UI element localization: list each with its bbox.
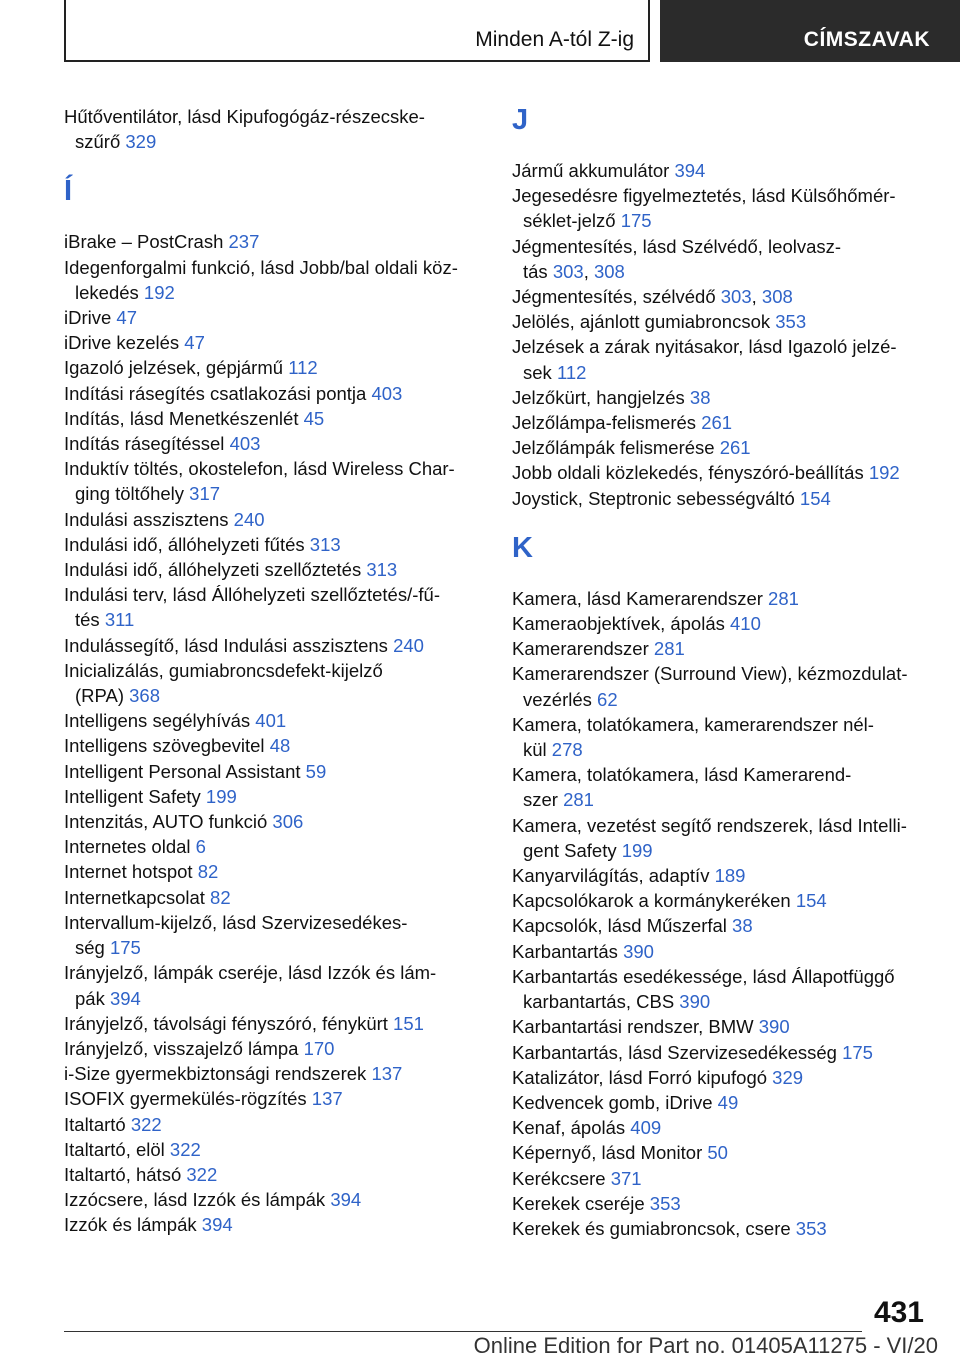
page-link[interactable]: 322 [186,1163,218,1185]
entry-text: ISOFIX gyermekülés-rögzítés [64,1088,307,1110]
entry-text: Kanyarvilágítás, adaptív [512,865,710,887]
entry-text: tés [75,609,100,631]
index-entry: Jégmentesítés, szélvédő 303, 308 [512,286,793,308]
index-entry [64,633,484,658]
index-entry [64,784,484,809]
index-entry [512,183,932,233]
page-link[interactable]: 390 [623,940,654,962]
page-link[interactable]: 59 [305,760,327,782]
page-link[interactable]: 175 [620,210,652,232]
entry-text: Internetkapcsolat [64,886,205,908]
index-entry [64,507,484,532]
entry-text: Jelölés, ajánlott gumiabroncsok [512,311,771,333]
entry-text: szer [523,789,558,811]
page-number: 431 [873,1296,924,1329]
index-entry [512,486,932,511]
index-entry [64,1137,484,1162]
entry-text: Intelligent Safety [64,785,201,807]
entry-text: Igazoló jelzések, gépjármű [64,357,284,379]
index-entry [64,733,484,758]
entry-text: Intenzitás, AUTO funkció [64,811,268,833]
index-entry [64,1086,484,1111]
index-entry [512,1090,932,1115]
entry-text: Indulási asszisztens [64,508,229,530]
index-entry [512,611,932,636]
page-link[interactable]: 281 [563,789,594,811]
page-link[interactable]: 38 [732,915,753,937]
index-entry [64,557,484,582]
entry-text: Indulási idő, állóhelyzeti szellőztetés [64,559,362,581]
entry-text: Indulási idő, állóhelyzeti fűtés [64,533,305,555]
index-entry [64,305,484,330]
entry-text: Karbantartás esedékessége, lásd Állapotfüggő [512,965,895,987]
index-column-left [64,104,484,1238]
page-link[interactable]: 192 [868,462,900,484]
page-link[interactable]: 154 [799,487,831,509]
page-link[interactable]: 192 [143,281,175,303]
entry-text: Jelzőlámpa-felismerés [512,412,697,434]
index-entry [64,859,484,884]
page-link[interactable]: 371 [610,1167,642,1189]
page-link[interactable]: 390 [758,1016,790,1038]
entry-text: Indulássegítő, lásd Indulási asszisztens [64,634,388,656]
entry-text: Kamerarendszer [512,638,649,660]
index-entry [64,406,484,431]
index-entry [64,229,484,254]
entry-text: Indulási terv, lásd Állóhelyzeti szellőztetés/-fű- [64,584,440,606]
index-entry [64,1061,484,1086]
entry-text: Kenaf, ápolás [512,1117,626,1139]
index-entry [512,460,932,485]
entry-text: Kamera, tolatókamera, lásd Kamerarend- [512,764,852,786]
page-link[interactable]: 154 [795,890,827,912]
index-entry [512,1040,932,1065]
page-link[interactable]: 261 [701,412,733,434]
entry-text: Jelzőlámpák felismerése [512,437,715,459]
page-link[interactable]: 237 [228,231,260,253]
page-link[interactable]: 390 [679,991,711,1013]
page-link[interactable]: 47 [116,307,137,329]
index-entry [512,712,932,762]
index-entry [512,888,932,913]
page-link[interactable]: 82 [210,886,231,908]
entry-text: gent Safety [523,839,617,861]
entry-text: Irányjelző, távolsági fényszóró, fénykürt [64,1012,388,1034]
entry-text: Jelzőkürt, hangjelzés [512,386,685,408]
page-link[interactable]: 189 [714,865,746,887]
page-link[interactable]: 322 [169,1138,201,1160]
page-link[interactable]: 240 [233,508,265,530]
entry-text: Kamera, lásd Kamerarendszer [512,587,763,609]
index-entry [512,913,932,938]
page-link[interactable]: 50 [707,1142,728,1164]
entry-text: karbantartás, CBS [523,991,675,1013]
page-link[interactable]: 401 [255,710,287,732]
index-entry [64,708,484,733]
entry-text: Indítás rásegítéssel [64,433,225,455]
page-link[interactable]: 306 [272,811,304,833]
entry-text: sek [523,361,552,383]
entry-text: Idegenforgalmi funkció, lásd Jobb/bal oldali köz- [64,256,458,278]
page-link[interactable]: 62 [597,688,618,710]
entry-text: Indítási rásegítés csatlakozási pontja [64,382,367,404]
index-entry [64,658,484,708]
index-entry [64,255,484,305]
entry-text: Kamera, tolatókamera, kamerarendszer nél- [512,713,874,735]
entry-text: szűrő [75,131,121,153]
entry-text: ging töltőhely [75,483,185,505]
index-entry [512,410,932,435]
index-letter-heading: Í [64,175,73,208]
page-link[interactable]: 281 [653,638,685,660]
index-entry [64,330,484,355]
index-entry [64,910,484,960]
entry-text: Kapcsolók, lásd Műszerfal [512,915,727,937]
entry-text: Kamera, vezetést segítő rendszerek, lásd Intelli- [512,814,907,836]
entry-text: Jobb oldali közlekedés, fényszóró-beállítás [512,462,864,484]
entry-text: Irányjelző, visszajelző lámpa [64,1037,299,1059]
page-link[interactable]: 38 [689,386,711,408]
entry-text: Jégmentesítés, lásd Szélvédő, leolvasz- [512,235,842,257]
page-link[interactable]: 317 [189,483,221,505]
index-entry [64,885,484,910]
page-link[interactable]: 175 [842,1041,873,1063]
index-entry [512,863,932,888]
entry-text: vezérlés [523,688,592,710]
page-link[interactable]: 313 [309,533,341,555]
entry-text: iBrake – PostCrash [64,231,224,253]
page-link[interactable]: 45 [303,407,325,429]
entry-text: pák [75,987,105,1009]
chapter-tab-label: CÍMSZAVAK [803,28,930,51]
chapter-tab [660,0,960,62]
index-entry [512,964,932,1014]
entry-text: Kerékcsere [512,1167,606,1189]
page-link[interactable]: 353 [775,311,807,333]
index-entry [64,381,484,406]
index-entry [64,759,484,784]
page-link[interactable]: 403 [371,382,403,404]
entry-text: Induktív töltés, okostelefon, lásd Wireless Char- [64,458,455,480]
page-link[interactable]: 137 [311,1088,343,1110]
page-link[interactable]: 199 [205,785,237,807]
entry-text: Irányjelző, lámpák cseréje, lásd Izzók és lám- [64,962,437,984]
index-entry [64,1187,484,1212]
page-link[interactable]: 47 [184,332,205,354]
page-link[interactable]: 394 [109,987,141,1009]
page-link[interactable]: 394 [201,1214,233,1236]
entry-text: Kerekek és gumiabroncsok, csere [512,1217,791,1239]
entry-text: Intelligent Personal Assistant [64,760,301,782]
index-entry [512,1216,932,1241]
index-entry [512,1115,932,1140]
page-link[interactable]: 6 [195,836,206,858]
entry-text: Katalizátor, lásd Forró kipufogó [512,1066,768,1088]
entry-text: séklet-jelző [523,210,616,232]
entry-text: Italtartó [64,1113,126,1135]
index-entry [512,1191,932,1216]
entry-text: lekedés [75,281,139,303]
index-entry [64,456,484,506]
entry-text: (RPA) [75,685,124,707]
page-link[interactable]: 329 [125,131,157,153]
page-link[interactable]: 170 [303,1037,335,1059]
entry-text: kül [523,739,547,761]
entry-text: Képernyő, lásd Monitor [512,1142,703,1164]
entry-text: Kerekek cseréje [512,1192,645,1214]
page-link[interactable]: 308 [593,260,625,282]
entry-text: Internetes oldal [64,836,191,858]
index-column-right [512,104,932,1241]
entry-text: Intervallum-kijelző, lásd Szervizesedékes- [64,911,408,933]
page-link[interactable]: 112 [288,357,318,379]
entry-text: Joystick, Steptronic sebességváltó [512,487,795,509]
entry-text: Jármű akkumulátor [512,160,670,181]
index-entry [512,1065,932,1090]
page-link[interactable]: 112 [556,361,587,383]
entry-text: Intelligens segélyhívás [64,710,251,732]
entry-text: Internet hotspot [64,861,193,883]
page-link[interactable]: 313 [366,559,398,581]
page-link[interactable]: 368 [129,685,161,707]
index-letter-heading: K [512,531,533,564]
entry-text: Izzók és lámpák [64,1214,197,1236]
index-entry [512,661,932,711]
page-link[interactable]: 329 [772,1066,804,1088]
page-link[interactable]: 137 [371,1063,403,1085]
page-link[interactable]: 303 [720,286,752,308]
index-entry [512,636,932,661]
index-entry [64,1162,484,1187]
index-entry [512,586,932,611]
index-entry [512,334,932,384]
page-link[interactable]: 403 [229,433,261,455]
page-link[interactable]: 311 [104,609,135,631]
index-entry [64,1036,484,1061]
page-link[interactable]: 281 [768,587,799,609]
entry-text: ség [75,937,105,959]
page-link[interactable]: 394 [330,1189,362,1211]
entry-text: i-Size gyermekbiztonsági rendszerek [64,1063,367,1085]
index-entry [64,834,484,859]
entry-text: Izzócsere, lásd Izzók és lámpák [64,1189,326,1211]
page-link[interactable]: 199 [621,839,653,861]
index-entry [512,385,932,410]
entry-text: Italtartó, elöl [64,1138,165,1160]
index-entry [64,1212,484,1237]
section-title: Minden A-tól Z-ig [475,28,634,51]
page-link[interactable]: 240 [393,634,424,656]
page-link[interactable]: 48 [269,735,291,757]
entry-text: Hűtőventilátor, lásd Kipufogógáz-részecske- [64,106,425,127]
index-entry [512,1166,932,1191]
page-link[interactable]: 303 [552,260,584,282]
index-entry [512,435,932,460]
entry-text: Jelzések a zárak nyitásakor, lásd Igazoló jelzé- [512,336,897,358]
footer-divider [64,1331,862,1332]
page-link[interactable]: 409 [630,1117,662,1139]
index-entry [64,582,484,632]
page-link[interactable]: 322 [130,1113,162,1135]
index-entry [512,939,932,964]
page-link[interactable]: 49 [717,1091,739,1113]
page-link[interactable]: 410 [730,613,761,635]
index-letter-heading: J [512,104,529,136]
entry-text: Kameraobjektívek, ápolás [512,613,725,635]
page-link[interactable]: 261 [719,437,751,459]
entry-text: iDrive kezelés [64,332,180,354]
page-header [0,0,960,66]
page-link[interactable]: 151 [393,1012,424,1034]
entry-text: Indítás, lásd Menetkészenlét [64,407,299,429]
page-link[interactable]: 353 [795,1217,827,1239]
index-entry [512,1140,932,1165]
header-frame [64,0,650,62]
entry-text: Inicializálás, gumiabroncsdefekt-kijelző [64,659,383,681]
index-entry [64,532,484,557]
index-entry [64,960,484,1010]
entry-text: Kapcsolókarok a kormánykeréken [512,890,791,912]
index-entry: Jégmentesítés, lásd Szélvédő, leolvasz- tás 303, 308 [512,235,842,282]
entry-text: Karbantartási rendszer, BMW [512,1016,754,1038]
page-link[interactable]: 394 [674,160,706,181]
index-entry [64,809,484,834]
index-entry [64,1112,484,1137]
index-entry [512,158,932,183]
entry-text: Karbantartás, lásd Szervizesedékesség [512,1041,837,1063]
page-link[interactable]: 278 [551,739,583,761]
entry-text: Kedvencek gomb, iDrive [512,1091,713,1113]
index-entry [64,1011,484,1036]
page-link[interactable]: 353 [649,1192,681,1214]
entry-text: Jegesedésre figyelmeztetés, lásd Külsőhőmér- [512,185,896,207]
index-entry [512,1014,932,1039]
index-entry [64,104,484,154]
entry-text: Italtartó, hátsó [64,1163,182,1185]
entry-text: tás [523,260,548,282]
index-entry [512,762,932,812]
page-link[interactable]: 82 [197,861,219,883]
index-entry [64,431,484,456]
entry-text: Kamerarendszer (Surround View), kézmozdulat- [512,663,908,685]
entry-text: Intelligens szövegbevitel [64,735,265,757]
page-link[interactable]: 308 [761,286,793,308]
entry-text: Jégmentesítés, szélvédő [512,286,716,308]
footer-edition: Online Edition for Part no. 01405A11275 - VI/20 [473,1333,938,1358]
index-entry [512,309,932,334]
index-entry [64,355,484,380]
entry-text: Karbantartás [512,940,618,962]
page-link[interactable]: 175 [109,937,141,959]
entry-text: iDrive [64,307,112,329]
index-entry [512,813,932,863]
